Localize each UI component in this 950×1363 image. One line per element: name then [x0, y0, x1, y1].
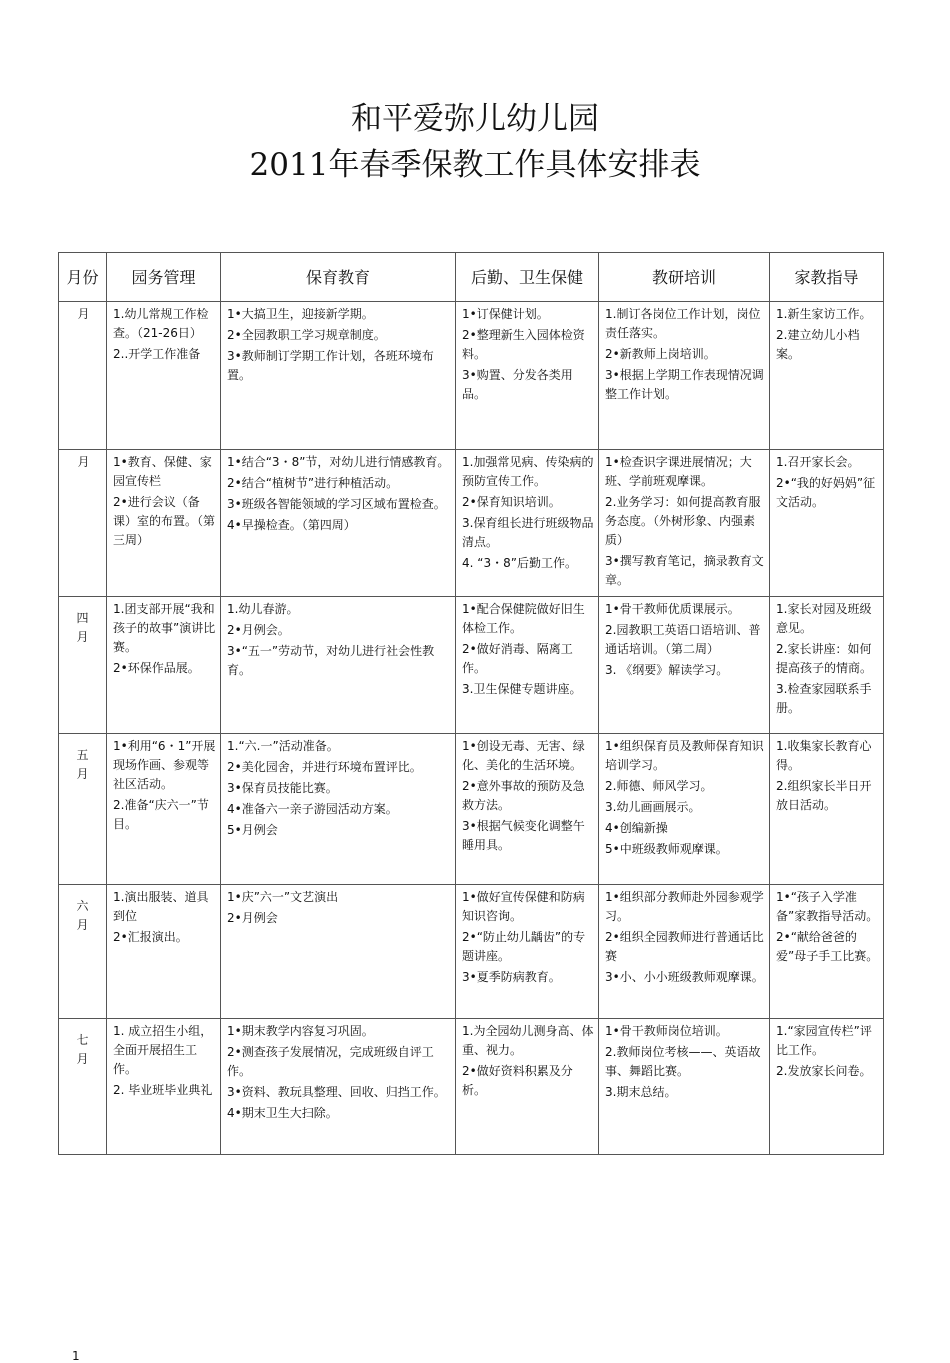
month-char: 月 [77, 455, 90, 469]
table-row [59, 1019, 884, 1155]
cell-care-education [221, 734, 456, 885]
header-admin: 园务管理 [107, 253, 221, 302]
list-item: 3. 《纲要》解读学习。 [605, 663, 729, 677]
list-item: 3.期末总结。 [605, 1085, 677, 1099]
list-item: 2•汇报演出。 [113, 930, 188, 944]
list-item: 1.家长对园及班级意见。 [776, 602, 872, 635]
list-item: 3•资料、教玩具整理、回收、归挡工作。 [227, 1085, 446, 1099]
cell-admin [107, 597, 221, 734]
cell-logistics-health [456, 302, 599, 450]
list-item: 1•创设无毒、无害、绿化、美化的生活环境。 [462, 739, 585, 772]
table-row [59, 885, 884, 1019]
list-item: 2.发放家长问卷。 [776, 1064, 872, 1078]
cell-family-guidance [770, 885, 884, 1019]
list-item: 2•“我的好妈妈”征文活动。 [776, 476, 876, 509]
header-care-education: 保育教育 [221, 253, 456, 302]
list-item: 1.为全园幼儿测身高、体重、视力。 [462, 1024, 594, 1057]
list-item: 1•期末教学内容复习巩固。 [227, 1024, 374, 1038]
list-item: 4•准备六一亲子游园活动方案。 [227, 802, 398, 816]
header-logistics-health: 后勤、卫生保健 [456, 253, 599, 302]
list-item: 3•“五一”劳动节，对幼儿进行社会性教育。 [227, 644, 435, 677]
list-item: 2.组织家长半日开放日活动。 [776, 779, 872, 812]
month-char: 月 [76, 630, 89, 644]
list-item: 1•结合“3・8”节，对幼儿进行情感教育。 [227, 455, 450, 469]
list-item: 2.师德、师风学习。 [605, 779, 713, 793]
list-item: 2•月例会。 [227, 623, 290, 637]
month-char: 月 [76, 918, 89, 932]
list-item: 1.团支部开展“我和孩子的故事”演讲比赛。 [113, 602, 216, 654]
cell-research-training [599, 734, 770, 885]
list-item: 2•意外事故的预防及急救方法。 [462, 779, 585, 812]
header-month: 月份 [59, 253, 107, 302]
cell-family-guidance [770, 1019, 884, 1155]
list-item: 4•创编新操 [605, 821, 668, 835]
list-item: 1•组织保育员及教师保育知识培训学习。 [605, 739, 764, 772]
list-item: 1•大搞卫生，迎接新学期。 [227, 307, 374, 321]
cell-admin [107, 885, 221, 1019]
cell-logistics-health [456, 597, 599, 734]
title-school-name: 和平爱弥儿幼儿园 [351, 101, 599, 137]
list-item: 1•检查识字课进展情况；大班、学前班观摩课。 [605, 455, 752, 488]
cell-care-education [221, 450, 456, 597]
list-item: 1. 成立招生小组，全面开展招生工作。 [113, 1024, 213, 1076]
list-item: 3•夏季防病教育。 [462, 970, 561, 984]
month-char: 七 [76, 1033, 89, 1047]
schedule-table [58, 252, 884, 1155]
list-item: 5•月例会 [227, 823, 278, 837]
list-item: 1.“六.一”活动准备。 [227, 739, 339, 753]
list-item: 1•利用“6・1”开展现场作画、参观等社区活动。 [113, 739, 216, 791]
cell-family-guidance [770, 450, 884, 597]
list-item: 2•结合“植树节”进行种植活动。 [227, 476, 399, 490]
list-item: 3.卫生保健专题讲座。 [462, 682, 582, 696]
list-item: 2•保育知识培训。 [462, 495, 561, 509]
cell-research-training [599, 885, 770, 1019]
list-item: 2•测查孩子发展情况，完成班级自评工作。 [227, 1045, 434, 1078]
list-item: 4•期末卫生大扫除。 [227, 1106, 338, 1120]
table-row [59, 450, 884, 597]
cell-care-education [221, 302, 456, 450]
list-item: 4•早操检查。（第四周） [227, 518, 356, 532]
cell-family-guidance [770, 734, 884, 885]
month-char: 月 [76, 767, 89, 781]
title-schedule-name: 2011年春季保教工作具体安排表 [249, 147, 701, 183]
list-item: 1•配合保健院做好旧生体检工作。 [462, 602, 585, 635]
table-row [59, 302, 884, 450]
list-item: 2..开学工作准备 [113, 347, 201, 361]
list-item: 1•“孩子入学准备”家教指导活动。 [776, 890, 879, 923]
cell-research-training [599, 450, 770, 597]
month-char: 四 [76, 611, 89, 625]
list-item: 1•教育、保健、家园宣传栏 [113, 455, 212, 488]
list-item: 1•庆”六一”文艺演出 [227, 890, 339, 904]
header-row [59, 253, 884, 302]
table-row [59, 734, 884, 885]
month-cell [59, 1019, 107, 1155]
month-cell [59, 597, 107, 734]
list-item: 5•中班级教师观摩课。 [605, 842, 728, 856]
list-item: 3.保育组长进行班级物品清点。 [462, 516, 594, 549]
cell-admin [107, 302, 221, 450]
list-item: 1.制订各岗位工作计划，岗位责任落实。 [605, 307, 761, 340]
month-cell [59, 885, 107, 1019]
table-row [59, 597, 884, 734]
list-item: 2•“献给爸爸的爱”母子手工比赛。 [776, 930, 879, 963]
list-item: 3•小、小小班级教师观摩课。 [605, 970, 764, 984]
list-item: 1.召开家长会。 [776, 455, 860, 469]
page-number: 1 [72, 1349, 80, 1363]
list-item: 1•骨干教师优质课展示。 [605, 602, 740, 616]
list-item: 3•保育员技能比赛。 [227, 781, 338, 795]
list-item: 3•教师制订学期工作计划，各班环境布置。 [227, 349, 434, 382]
month-cell [59, 450, 107, 597]
list-item: 2•新教师上岗培训。 [605, 347, 716, 361]
list-item: 1.“家园宣传栏”评比工作。 [776, 1024, 872, 1057]
list-item: 1•订保健计划。 [462, 307, 549, 321]
month-char: 六 [76, 899, 89, 913]
month-cell [59, 734, 107, 885]
list-item: 1.收集家长教育心得。 [776, 739, 872, 772]
month-char: 月 [77, 307, 90, 321]
list-item: 3•班级各智能领域的学习区域布置检查。 [227, 497, 446, 511]
list-item: 3.幼儿画画展示。 [605, 800, 701, 814]
list-item: 2•“防止幼儿龋齿”的专题讲座。 [462, 930, 586, 963]
cell-family-guidance [770, 597, 884, 734]
list-item: 2•做好资料积累及分析。 [462, 1064, 573, 1097]
list-item: 1.演出服装、道具到位 [113, 890, 209, 923]
list-item: 1.加强常见病、传染病的预防宣传工作。 [462, 455, 594, 488]
list-item: 2•美化园舍，并进行环境布置评比。 [227, 760, 422, 774]
list-item: 2.教师岗位考核——、英语故事、舞蹈比赛。 [605, 1045, 761, 1078]
list-item: 1.幼儿常规工作检查。（21-26日） [113, 307, 209, 340]
list-item: 2•做好消毒、隔离工作。 [462, 642, 573, 675]
list-item: 1•组织部分教师赴外园参观学习。 [605, 890, 764, 923]
list-item: 2.业务学习：如何提高教育服务态度。（外树形象、内强素质） [605, 495, 761, 547]
cell-family-guidance [770, 302, 884, 450]
cell-admin [107, 450, 221, 597]
cell-care-education [221, 597, 456, 734]
list-item: 1•骨干教师岗位培训。 [605, 1024, 728, 1038]
cell-admin [107, 734, 221, 885]
list-item: 3.检查家园联系手册。 [776, 682, 872, 715]
header-research-training: 教研培训 [599, 253, 770, 302]
cell-admin [107, 1019, 221, 1155]
month-cell [59, 302, 107, 450]
list-item: 2.家长讲座：如何提高孩子的情商。 [776, 642, 873, 675]
list-item: 2.建立幼儿小档案。 [776, 328, 860, 361]
cell-logistics-health [456, 450, 599, 597]
list-item: 2•进行会议（备课）室的布置。（第三周） [113, 495, 216, 547]
list-item: 1.幼儿春游。 [227, 602, 299, 616]
cell-research-training [599, 302, 770, 450]
list-item: 1.新生家访工作。 [776, 307, 872, 321]
list-item: 2•月例会 [227, 911, 278, 925]
cell-logistics-health [456, 885, 599, 1019]
list-item: 1•做好宣传保健和防病知识咨询。 [462, 890, 585, 923]
list-item: 3•根据气候变化调整午睡用具。 [462, 819, 585, 852]
list-item: 2•环保作品展。 [113, 661, 200, 675]
list-item: 2.准备“庆六一”节目。 [113, 798, 209, 831]
cell-care-education [221, 1019, 456, 1155]
list-item: 2•组织全园教师进行普通话比赛 [605, 930, 764, 963]
list-item: 2.园教职工英语口语培训、普通话培训。（第二周） [605, 623, 761, 656]
list-item: 2. 毕业班毕业典礼 [113, 1083, 213, 1097]
header-family-guidance: 家教指导 [770, 253, 884, 302]
list-item: 2•整理新生入园体检资料。 [462, 328, 585, 361]
cell-logistics-health [456, 734, 599, 885]
month-char: 月 [76, 1052, 89, 1066]
list-item: 2•全园教职工学习规章制度。 [227, 328, 386, 342]
month-char: 五 [76, 748, 89, 762]
list-item: 3•撰写教育笔记，摘录教育文章。 [605, 554, 764, 587]
list-item: 4. “3・8”后勤工作。 [462, 556, 577, 570]
list-item: 3•根据上学期工作表现情况调整工作计划。 [605, 368, 764, 401]
cell-research-training [599, 597, 770, 734]
cell-care-education [221, 885, 456, 1019]
list-item: 3•购置、分发各类用品。 [462, 368, 573, 401]
cell-research-training [599, 1019, 770, 1155]
cell-logistics-health [456, 1019, 599, 1155]
